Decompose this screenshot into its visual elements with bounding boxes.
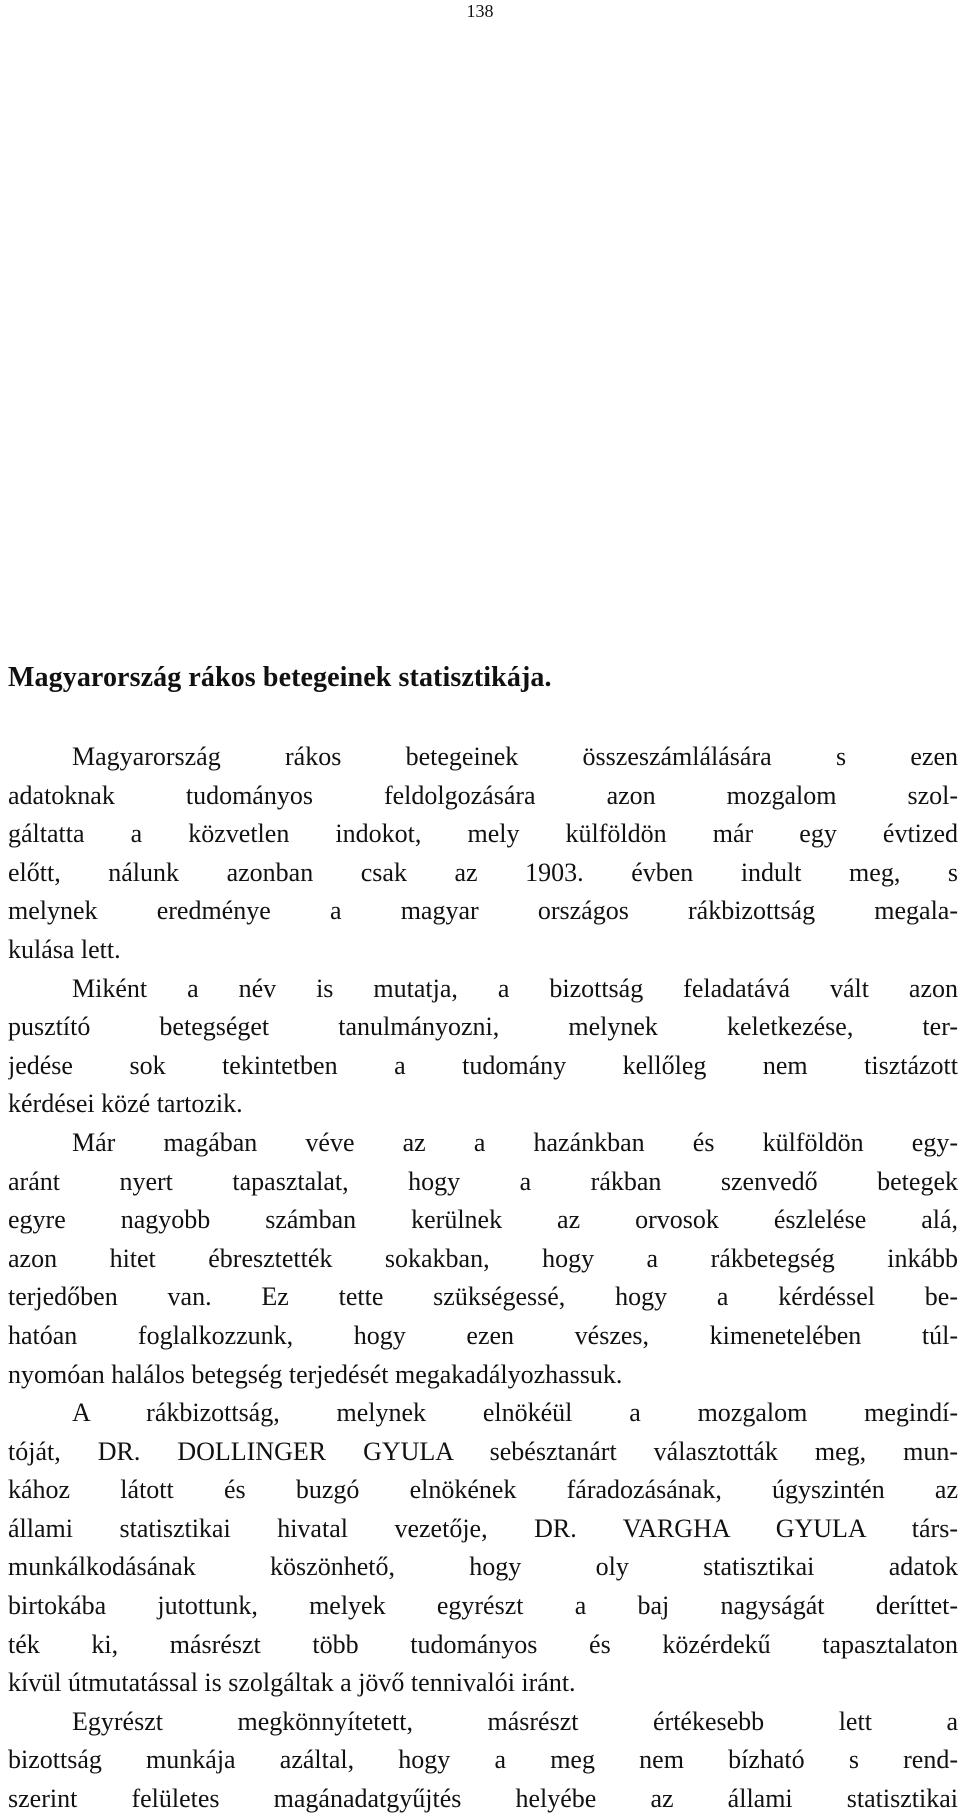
article-title: Magyarország rákos betegeinek statisztikája.: [8, 662, 552, 693]
text-line: pusztító betegséget tanulmányozni, melynek keletkezése, ter-: [8, 1012, 958, 1042]
text-line: birtokába jutottunk, melyek egyrészt a baj nagyságát deríttet-: [8, 1591, 958, 1621]
text-line: aránt nyert tapasztalat, hogy a rákban szenvedő betegek: [8, 1166, 958, 1196]
text-line: tóját, DR. DOLLINGER GYULA sebésztanárt választották meg, mun-: [8, 1436, 958, 1466]
text-line: szerint felületes magánadatgyűjtés helyébe az állami statisztikai: [8, 1784, 958, 1814]
text-line: gáltatta a közvetlen indokot, mely külföldön már egy évtized: [8, 819, 958, 849]
text-line: kívül útmutatással is szolgáltak a jövő tennivalói iránt.: [8, 1668, 576, 1698]
text-line: ték ki, másrészt több tudományos és közérdekű tapasztalaton: [8, 1629, 958, 1659]
text-line: Már magában véve az a hazánkban és külföldön egy-: [72, 1127, 958, 1157]
text-line: kérdései közé tartozik.: [8, 1089, 243, 1119]
text-line: előtt, nálunk azonban csak az 1903. évben indult meg, s: [8, 857, 958, 887]
text-line: Miként a név is mutatja, a bizottság feladatává vált azon: [72, 973, 958, 1003]
text-line: kához látott és buzgó elnökének fáradozásának, úgyszintén az: [8, 1475, 958, 1505]
text-line: Magyarország rákos betegeinek összeszámlálására s ezen: [72, 742, 958, 771]
text-line: állami statisztikai hivatal vezetője, DR. VARGHA GYULA társ-: [8, 1513, 958, 1543]
text-line: A rákbizottság, melynek elnökéül a mozgalom megindí-: [72, 1398, 958, 1428]
text-line: jedése sok tekintetben a tudomány kellőleg nem tisztázott: [8, 1050, 958, 1080]
text-line: kulása lett.: [8, 934, 121, 964]
text-line: adatoknak tudományos feldolgozására azon mozgalom szol-: [8, 780, 958, 810]
article-body: [8, 738, 958, 1819]
page-number: 138: [466, 1, 494, 21]
text-line: terjedőben van. Ez tette szükségessé, hogy a kérdéssel be-: [8, 1282, 958, 1312]
text-line: nyomóan halálos betegség terjedését megakadályozhassuk.: [8, 1359, 623, 1389]
text-line: bizottság munkája azáltal, hogy a meg nem bízható s rend-: [8, 1745, 958, 1775]
text-line: munkálkodásának köszönhető, hogy oly statisztikai adatok: [8, 1552, 958, 1582]
text-line: melynek eredménye a magyar országos rákbizottság megala-: [8, 896, 958, 926]
text-line: egyre nagyobb számban kerülnek az orvosok észlelése alá,: [8, 1205, 958, 1235]
text-line: hatóan foglalkozzunk, hogy ezen vészes, kimenetelében túl-: [8, 1320, 958, 1350]
text-line: Egyrészt megkönnyítetett, másrészt értékesebb lett a: [72, 1706, 958, 1736]
text-line: azon hitet ébresztették sokakban, hogy a rákbetegség inkább: [8, 1243, 958, 1273]
